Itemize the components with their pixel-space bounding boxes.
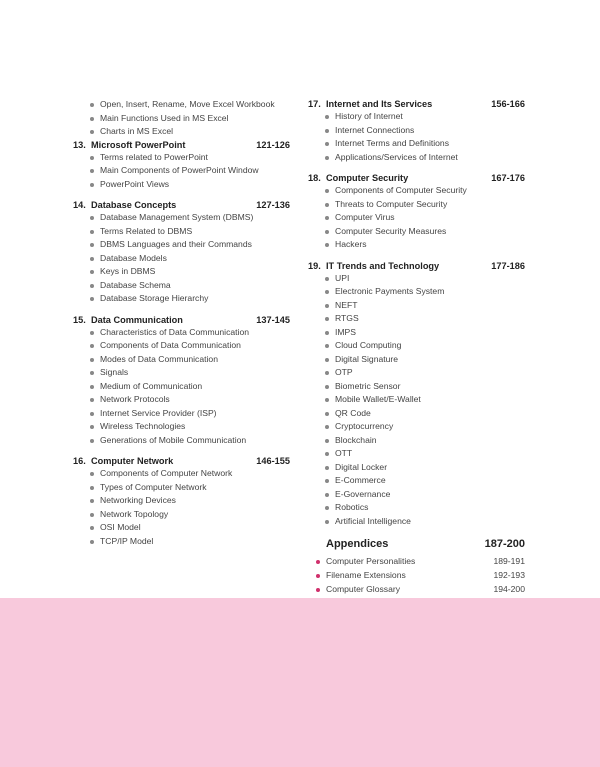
topic-item: Computer Virus xyxy=(324,211,525,225)
topic-item: Modes of Data Communication xyxy=(89,353,290,367)
toc-left-column xyxy=(73,98,290,556)
topic-item: Cloud Computing xyxy=(324,339,525,353)
appendices-title: Appendices xyxy=(326,538,389,550)
section-pages: 177-186 xyxy=(491,260,525,271)
toc-section-17 xyxy=(308,98,525,164)
section-heading xyxy=(73,139,290,151)
topic-item: DBMS Languages and their Commands xyxy=(89,238,290,252)
topic-item: Biometric Sensor xyxy=(324,380,525,394)
topic-item: Open, Insert, Rename, Move Excel Workbook xyxy=(89,98,290,112)
toc-section-14 xyxy=(73,199,290,306)
topic-item: Wireless Technologies xyxy=(89,420,290,434)
topic-item: Components of Computer Security xyxy=(324,184,525,198)
topic-item: Charts in MS Excel xyxy=(89,125,290,139)
topic-item: Robotics xyxy=(324,501,525,515)
topic-list xyxy=(73,211,290,306)
appendix-list xyxy=(308,555,525,596)
topic-item: Database Management System (DBMS) xyxy=(89,211,290,225)
topic-item: OTT xyxy=(324,447,525,461)
topic-item: Internet Terms and Definitions xyxy=(324,137,525,151)
section-pages: 121-126 xyxy=(256,139,290,150)
section-title: Computer Security xyxy=(326,173,409,183)
topic-list xyxy=(308,110,525,164)
section-heading xyxy=(73,199,290,211)
appendices-section xyxy=(308,536,525,596)
section-pages: 156-166 xyxy=(491,99,525,109)
toc-section-15 xyxy=(73,314,290,448)
topic-item: Artificial Intelligence xyxy=(324,515,525,529)
topic-item: Electronic Payments System xyxy=(324,285,525,299)
section-number: 19. xyxy=(308,260,321,271)
topic-list xyxy=(73,151,290,192)
section-number: 14. xyxy=(73,200,86,210)
topic-item: Medium of Communication xyxy=(89,380,290,394)
appendix-item-title: Filename Extensions xyxy=(326,569,406,580)
topic-item: Components of Data Communication xyxy=(89,339,290,353)
topic-item: Main Functions Used in MS Excel xyxy=(89,112,290,126)
topic-item: UPI xyxy=(324,272,525,286)
section-number: 18. xyxy=(308,173,321,183)
appendix-item xyxy=(308,569,525,583)
topic-item: PowerPoint Views xyxy=(89,178,290,192)
topic-item: Internet Connections xyxy=(324,124,525,138)
topic-item: Applications/Services of Internet xyxy=(324,151,525,165)
topic-item: Internet Service Provider (ISP) xyxy=(89,407,290,421)
section-title: Internet and Its Services xyxy=(326,99,433,109)
topic-item: Digital Locker xyxy=(324,461,525,475)
topic-item: Hackers xyxy=(324,238,525,252)
section-title: Computer Network xyxy=(91,456,174,466)
section-pages: 146-155 xyxy=(256,456,290,466)
topic-item: QR Code xyxy=(324,407,525,421)
topic-item: Main Components of PowerPoint Window xyxy=(89,164,290,178)
topic-item: Networking Devices xyxy=(89,494,290,508)
topic-item: Mobile Wallet/E-Wallet xyxy=(324,393,525,407)
topic-item: Types of Computer Network xyxy=(89,481,290,495)
topic-item: OTP xyxy=(324,366,525,380)
toc-section-16 xyxy=(73,455,290,548)
topic-item: Generations of Mobile Communication xyxy=(89,434,290,448)
topic-item: Threats to Computer Security xyxy=(324,198,525,212)
section-heading xyxy=(308,98,525,110)
topic-item: NEFT xyxy=(324,299,525,313)
topic-item: Signals xyxy=(89,366,290,380)
section-number: 15. xyxy=(73,314,86,325)
section-number: 16. xyxy=(73,456,86,466)
topic-list xyxy=(308,184,525,252)
topic-item: Components of Computer Network xyxy=(89,467,290,481)
topic-item: Terms Related to DBMS xyxy=(89,225,290,239)
section-pages: 127-136 xyxy=(256,200,290,210)
topic-item: Database Schema xyxy=(89,279,290,293)
section-number: 17. xyxy=(308,99,321,109)
topic-list xyxy=(73,467,290,548)
topic-item: Computer Security Measures xyxy=(324,225,525,239)
appendix-item-pages: 192-193 xyxy=(493,569,525,580)
section-heading xyxy=(73,455,290,467)
topic-item: TCP/IP Model xyxy=(89,535,290,549)
toc-section-19 xyxy=(308,260,525,529)
appendices-pages: 187-200 xyxy=(484,538,525,550)
topic-item: E-Commerce xyxy=(324,474,525,488)
section-heading xyxy=(308,172,525,184)
appendix-item-pages: 194-200 xyxy=(493,583,525,594)
topic-item: Terms related to PowerPoint xyxy=(89,151,290,165)
section-heading xyxy=(308,260,525,272)
topic-item: Network Protocols xyxy=(89,393,290,407)
topic-item: Database Storage Hierarchy xyxy=(89,292,290,306)
section-heading xyxy=(73,314,290,326)
topic-item: E-Governance xyxy=(324,488,525,502)
topic-item: IMPS xyxy=(324,326,525,340)
appendix-item xyxy=(308,583,525,597)
toc-section-13 xyxy=(73,139,290,192)
topic-item: Characteristics of Data Communication xyxy=(89,326,290,340)
appendices-heading xyxy=(308,536,525,552)
topic-item: OSI Model xyxy=(89,521,290,535)
appendix-item-pages: 189-191 xyxy=(493,556,525,566)
appendix-item xyxy=(308,555,525,569)
topic-item: Digital Signature xyxy=(324,353,525,367)
appendix-item-title: Computer Glossary xyxy=(326,583,401,594)
continued-topic-list xyxy=(73,98,290,139)
topic-item: Network Topology xyxy=(89,508,290,522)
section-number: 13. xyxy=(73,139,86,150)
footer-band xyxy=(0,598,600,767)
section-pages: 137-145 xyxy=(256,314,290,325)
toc-right-column xyxy=(308,98,525,596)
topic-item: RTGS xyxy=(324,312,525,326)
section-pages: 167-176 xyxy=(491,173,525,183)
section-title: Data Communication xyxy=(91,314,183,325)
topic-item: Cryptocurrency xyxy=(324,420,525,434)
section-title: Database Concepts xyxy=(91,200,177,210)
toc-section-18 xyxy=(308,172,525,252)
topic-list xyxy=(308,272,525,529)
topic-item: Blockchain xyxy=(324,434,525,448)
topic-item: Database Models xyxy=(89,252,290,266)
appendix-item-title: Computer Personalities xyxy=(326,556,416,566)
topic-item: Keys in DBMS xyxy=(89,265,290,279)
topic-item: History of Internet xyxy=(324,110,525,124)
section-title: IT Trends and Technology xyxy=(326,260,440,271)
topic-list xyxy=(73,326,290,448)
section-title: Microsoft PowerPoint xyxy=(91,139,186,150)
